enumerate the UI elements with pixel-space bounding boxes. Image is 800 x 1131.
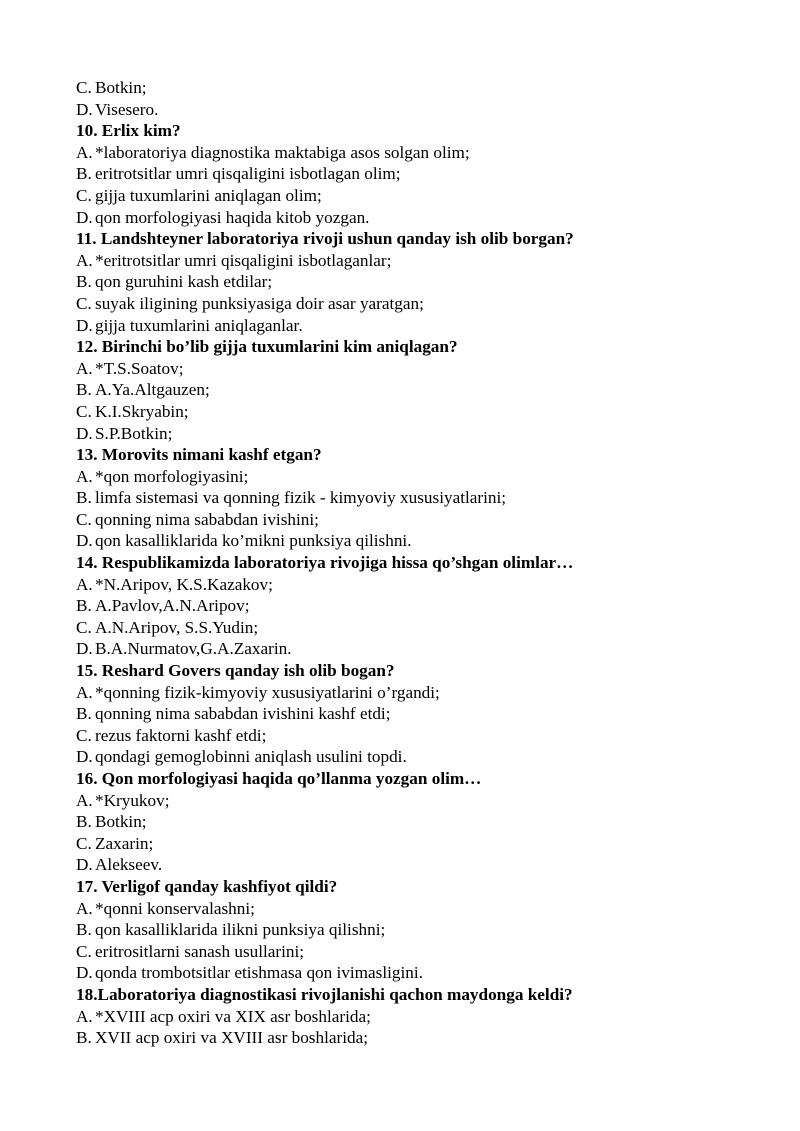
option-letter: A. (76, 574, 93, 594)
answer-option (76, 466, 776, 488)
option-text: S.P.Botkin; (95, 423, 173, 443)
option-text: A.Pavlov,A.N.Aripov; (95, 596, 250, 616)
option-letter: C. (76, 941, 92, 961)
option-letter: A. (76, 898, 93, 918)
answer-option (76, 293, 776, 315)
answer-option (76, 898, 776, 920)
option-text: *Kryukov; (95, 790, 170, 810)
option-letter: A. (76, 466, 93, 486)
question-heading: 13. Morovits nimani kashf etgan? (76, 445, 322, 465)
option-text: qondagi gemoglobinni aniqlash usulini topdi. (95, 747, 407, 767)
answer-option (76, 271, 776, 293)
option-text: *XVIII acp oxiri va XIX asr boshlarida; (95, 1006, 371, 1026)
option-letter: C. (76, 185, 92, 205)
option-letter: B. (76, 704, 92, 724)
option-text: Botkin; (95, 78, 147, 97)
option-text: B.A.Nurmatov,G.A.Zaxarin. (95, 639, 292, 659)
answer-option (76, 1027, 776, 1049)
option-text: A.Ya.Altgauzen; (95, 380, 210, 400)
option-letter: A. (76, 142, 93, 162)
option-letter: C. (76, 509, 92, 529)
answer-option (76, 790, 776, 812)
question-heading: 11. Landshteyner laboratoriya rivoji ushun qanday ish olib borgan? (76, 229, 574, 249)
option-letter: D. (76, 639, 93, 659)
answer-option (76, 185, 776, 207)
answer-option (76, 574, 776, 596)
option-text: qon morfologiyasi haqida kitob yozgan. (95, 207, 370, 227)
option-text: XVII acp oxiri va XVIII asr boshlarida; (95, 1028, 368, 1048)
option-letter: B. (76, 920, 92, 940)
option-text: *qonni konservalashni; (95, 898, 255, 918)
answer-option (76, 962, 776, 984)
answer-option (76, 77, 776, 99)
answer-option (76, 919, 776, 941)
option-letter: A. (76, 682, 93, 702)
answer-option (76, 358, 776, 380)
option-text: rezus faktorni kashf etdi; (95, 725, 267, 745)
answer-option (76, 746, 776, 768)
option-text: Botkin; (95, 812, 147, 832)
option-letter: A. (76, 358, 93, 378)
option-letter: C. (76, 78, 92, 97)
answer-option (76, 703, 776, 725)
option-letter: B. (76, 380, 92, 400)
question-heading: 17. Verligof qanday kashfiyot qildi? (76, 876, 338, 896)
option-letter: D. (76, 963, 93, 983)
answer-option (76, 854, 776, 876)
answer-option (76, 617, 776, 639)
answer-option (76, 811, 776, 833)
answer-option (76, 941, 776, 963)
option-text: *T.S.Soatov; (95, 358, 184, 378)
option-letter: B. (76, 812, 92, 832)
option-letter: D. (76, 531, 93, 551)
option-text: qon guruhini kash etdilar; (95, 272, 273, 292)
question-heading: 15. Reshard Govers qanday ish olib bogan? (76, 661, 395, 681)
option-text: suyak iligining punksiyasiga doir asar yaratgan; (95, 293, 424, 313)
option-letter: C. (76, 725, 92, 745)
option-text: qonda trombotsitlar etishmasa qon ivimasligini. (95, 963, 423, 983)
answer-option (76, 99, 776, 121)
answer-option (76, 142, 776, 164)
option-text: limfa sistemasi va qonning fizik - kimyoviy xususiyatlarini; (95, 488, 507, 508)
answer-option (76, 509, 776, 531)
option-letter: B. (76, 596, 92, 616)
option-text: Alekseev. (95, 855, 163, 875)
option-text: *qonning fizik-kimyoviy xususiyatlarini o’rgandi; (95, 682, 440, 702)
question-heading: 14. Respublikamizda laboratoriya rivojiga hissa qo’shgan olimlar… (76, 553, 574, 573)
answer-option (76, 207, 776, 229)
option-text: qonning nima sababdan ivishini kashf etdi; (95, 704, 391, 724)
question-heading: 12. Birinchi bo’lib gijja tuxumlarini kim aniqlagan? (76, 337, 458, 357)
option-letter: A. (76, 1006, 93, 1026)
option-letter: B. (76, 272, 92, 292)
option-text: qon kasalliklarida ilikni punksiya qilishni; (95, 920, 386, 940)
option-letter: D. (76, 747, 93, 767)
answer-option (76, 530, 776, 552)
option-text: K.I.Skryabin; (95, 401, 189, 421)
option-text: eritrositlarni sanash usullarini; (95, 941, 305, 961)
question-heading: 18.Laboratoriya diagnostikasi rivojlanishi qachon maydonga keldi? (76, 984, 573, 1004)
option-letter: C. (76, 401, 92, 421)
option-letter: D. (76, 207, 93, 227)
option-text: Zaxarin; (95, 833, 154, 853)
answer-option (76, 638, 776, 660)
option-letter: D. (76, 99, 93, 119)
option-letter: A. (76, 250, 93, 270)
option-text: *N.Aripov, K.S.Kazakov; (95, 574, 273, 594)
option-text: A.N.Aripov, S.S.Yudin; (95, 617, 259, 637)
question-heading: 16. Qon morfologiyasi haqida qo’llanma yozgan olim… (76, 769, 482, 788)
option-text: qon kasalliklarida ko’mikni punksiya qilishni. (95, 531, 412, 551)
answer-option (76, 423, 776, 445)
option-letter: C. (76, 617, 92, 637)
answer-option (76, 315, 776, 337)
option-letter: B. (76, 164, 92, 184)
option-letter: B. (76, 1028, 92, 1048)
option-letter: D. (76, 423, 93, 443)
option-letter: D. (76, 855, 93, 875)
option-text: *qon morfologiyasini; (95, 466, 249, 486)
option-text: *eritrotsitlar umri qisqaligini isbotlaganlar; (95, 250, 392, 270)
option-letter: C. (76, 293, 92, 313)
question-heading: 10. Erlix kim? (76, 121, 181, 141)
answer-option (76, 595, 776, 617)
option-letter: C. (76, 833, 92, 853)
option-letter: B. (76, 488, 92, 508)
option-text: Visesero. (95, 99, 159, 119)
answer-option (76, 401, 776, 423)
option-text: gijja tuxumlarini aniqlaganlar. (95, 315, 303, 335)
answer-option (76, 1006, 776, 1028)
option-text: *laboratoriya diagnostika maktabiga asos solgan olim; (95, 142, 470, 162)
answer-option (76, 682, 776, 704)
answer-option (76, 163, 776, 185)
option-text: qonning nima sababdan ivishini; (95, 509, 319, 529)
answer-option (76, 379, 776, 401)
answer-option (76, 725, 776, 747)
question-list (76, 77, 776, 1049)
option-text: gijja tuxumlarini aniqlagan olim; (95, 185, 322, 205)
option-text: eritrotsitlar umri qisqaligini isbotlagan olim; (95, 164, 401, 184)
answer-option (76, 250, 776, 272)
answer-option (76, 487, 776, 509)
answer-option (76, 833, 776, 855)
option-letter: D. (76, 315, 93, 335)
option-letter: A. (76, 790, 93, 810)
